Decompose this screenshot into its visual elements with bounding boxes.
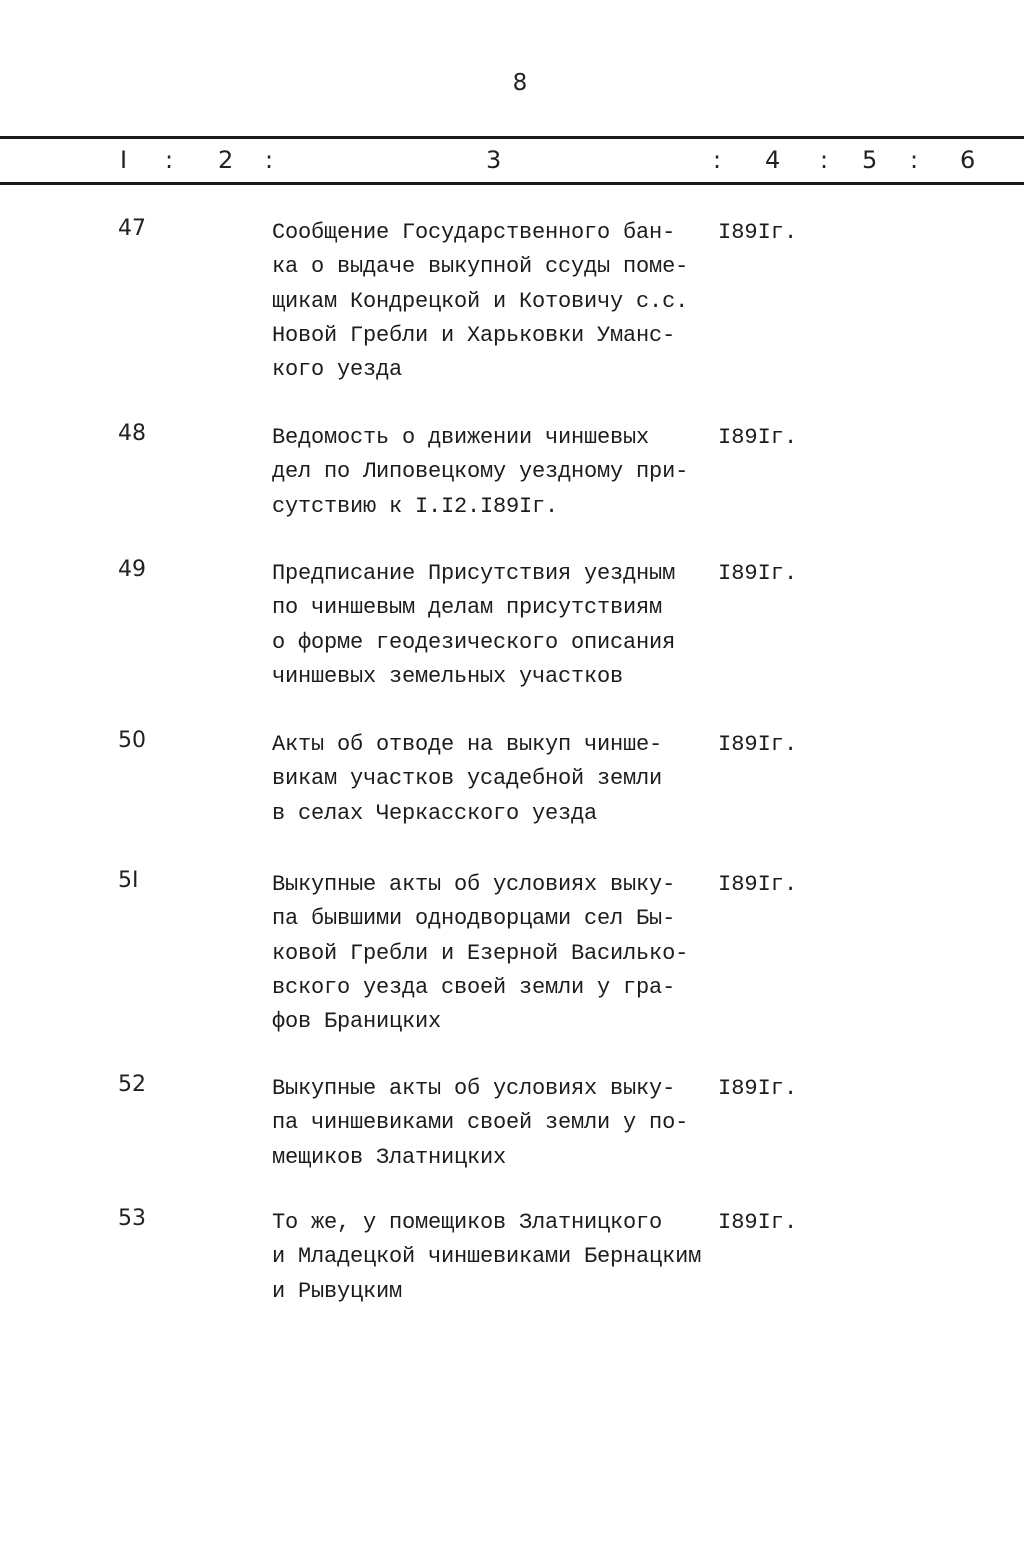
description-line: ка о выдаче выкупной ссуды поме- <box>272 254 689 280</box>
description-line: Предписание Присутствия уездным <box>272 561 676 586</box>
entry-number: 48 <box>118 421 146 446</box>
description-line: о форме геодезического описания <box>272 629 676 655</box>
entry-date: I89Iг. <box>718 220 798 245</box>
description-line: ковой Гребли и Езерной Василько- <box>272 940 689 966</box>
entry-description <box>272 557 675 694</box>
entry-number: 5I <box>118 868 139 893</box>
description-line: викам участков усадебной земли <box>272 766 663 792</box>
description-line: па чиншевиками своей земли у по- <box>272 1110 689 1136</box>
entry-number: 52 <box>118 1072 146 1097</box>
description-line: чиншевых земельных участков <box>272 663 624 689</box>
column-header-6: 6 <box>960 146 976 174</box>
column-header-4: 4 <box>765 146 781 174</box>
column-separator: : <box>820 146 829 174</box>
entry-date: I89Iг. <box>718 561 798 586</box>
column-separator: : <box>713 146 722 174</box>
column-header-1: I <box>120 146 128 174</box>
entry-number: 49 <box>118 557 146 582</box>
column-separator: : <box>910 146 919 174</box>
entry-number: 53 <box>118 1206 146 1231</box>
description-line: Ведомость о движении чиншевых <box>272 425 650 450</box>
column-separator: : <box>165 146 174 174</box>
entry-description <box>272 728 662 831</box>
column-header-2: 2 <box>218 146 234 174</box>
entry-description <box>272 1072 688 1175</box>
description-line: Выкупные акты об условиях выку- <box>272 1076 676 1101</box>
description-line: Акты об отводе на выкуп чинше- <box>272 732 663 757</box>
description-line: мещиков Златницких <box>272 1144 507 1170</box>
description-line: и Младецкой чиншевиками Бернацким <box>272 1244 702 1270</box>
description-line: в селах Черкасского уезда <box>272 800 598 826</box>
entry-date: I89Iг. <box>718 425 798 450</box>
entry-description <box>272 868 688 1039</box>
entry-description <box>272 216 688 387</box>
description-line: фов Браницких <box>272 1009 442 1035</box>
entry-date: I89Iг. <box>718 1076 798 1101</box>
page-number: 8 <box>512 70 528 96</box>
description-line: дел по Липовецкому уездному при- <box>272 459 689 485</box>
entry-description <box>272 421 688 524</box>
description-line: па бывшими однодворцами сел Бы- <box>272 906 676 932</box>
description-line: вского уезда своей земли у гра- <box>272 974 676 1000</box>
description-line: сутствию к I.I2.I89Iг. <box>272 493 559 519</box>
description-line: Выкупные акты об условиях выку- <box>272 872 676 897</box>
table-top-rule <box>0 136 1024 139</box>
entry-description <box>272 1206 701 1309</box>
description-line: Сообщение Государственного бан- <box>272 220 676 245</box>
description-line: То же, у помещиков Златницкого <box>272 1210 663 1235</box>
description-line: кого уезда <box>272 357 403 383</box>
entry-number: 47 <box>118 216 146 241</box>
table-header-bottom-rule <box>0 182 1024 185</box>
description-line: по чиншевым делам присутствиям <box>272 595 663 621</box>
entry-date: I89Iг. <box>718 872 798 897</box>
column-header-3: 3 <box>486 146 502 174</box>
entry-date: I89Iг. <box>718 1210 798 1235</box>
column-header-5: 5 <box>862 146 878 174</box>
entry-date: I89Iг. <box>718 732 798 757</box>
description-line: и Рывуцким <box>272 1278 403 1304</box>
description-line: Новой Гребли и Харьковки Уманс- <box>272 322 676 348</box>
description-line: щикам Кондрецкой и Котовичу с.с. <box>272 288 689 314</box>
column-separator: : <box>265 146 274 174</box>
table-column-header <box>0 146 1024 178</box>
entry-number: 50 <box>118 728 146 753</box>
